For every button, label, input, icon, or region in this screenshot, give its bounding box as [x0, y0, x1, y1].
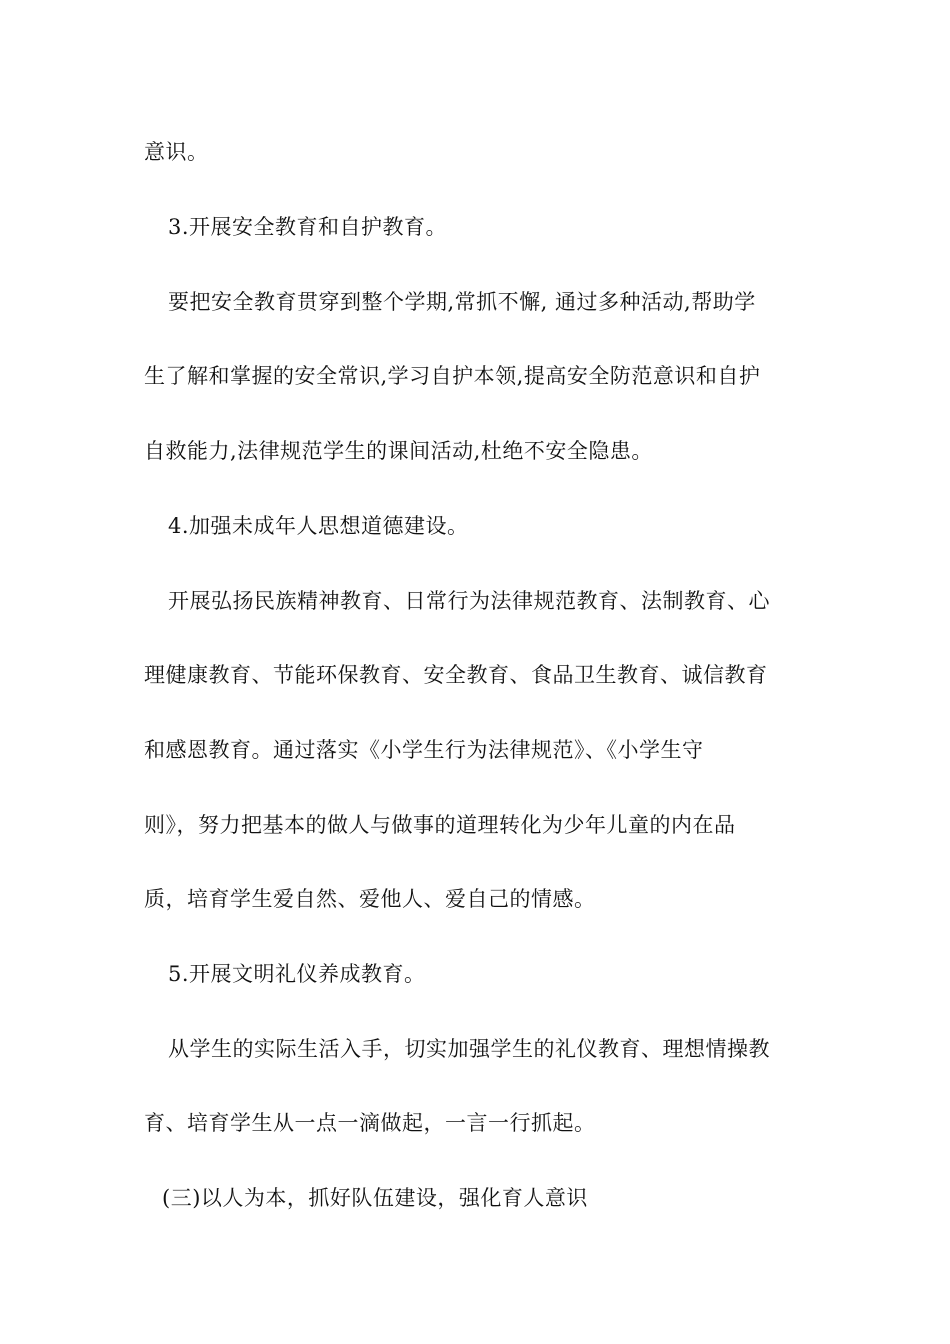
text-line: 和感恩教育。通过落实《小学生行为法律规范》、《小学生守	[144, 738, 704, 762]
text-line: 理健康教育、节能环保教育、安全教育、食品卫生教育、诚信教育	[144, 663, 768, 687]
text-line: 生了解和掌握的安全常识,学习自护本领,提高安全防范意识和自护	[144, 364, 761, 388]
text-line: 自救能力,法律规范学生的课间活动,杜绝不安全隐患。	[144, 439, 653, 463]
section-heading: 4.加强未成年人思想道德建设。	[168, 514, 469, 538]
section-heading: 5.开展文明礼仪养成教育。	[168, 962, 426, 986]
text-line: 意识。	[144, 140, 209, 164]
section-heading: (三)以人为本，抓好队伍建设，强化育人意识	[162, 1186, 588, 1210]
text-line: 质，培育学生爱自然、爱他人、爱自己的情感。	[144, 887, 596, 911]
text-line: 育、培育学生从一点一滴做起，一言一行抓起。	[144, 1111, 596, 1135]
text-line: 则》，努力把基本的做人与做事的道理转化为少年儿童的内在品	[144, 813, 736, 837]
text-line: 从学生的实际生活入手，切实加强学生的礼仪教育、理想情操教	[168, 1037, 770, 1061]
text-line: 要把安全教育贯穿到整个学期,常抓不懈, 通过多种活动,帮助学	[168, 290, 756, 314]
text-line: 开展弘扬民族精神教育、日常行为法律规范教育、法制教育、心	[168, 589, 770, 613]
section-heading: 3.开展安全教育和自护教育。	[168, 215, 448, 239]
